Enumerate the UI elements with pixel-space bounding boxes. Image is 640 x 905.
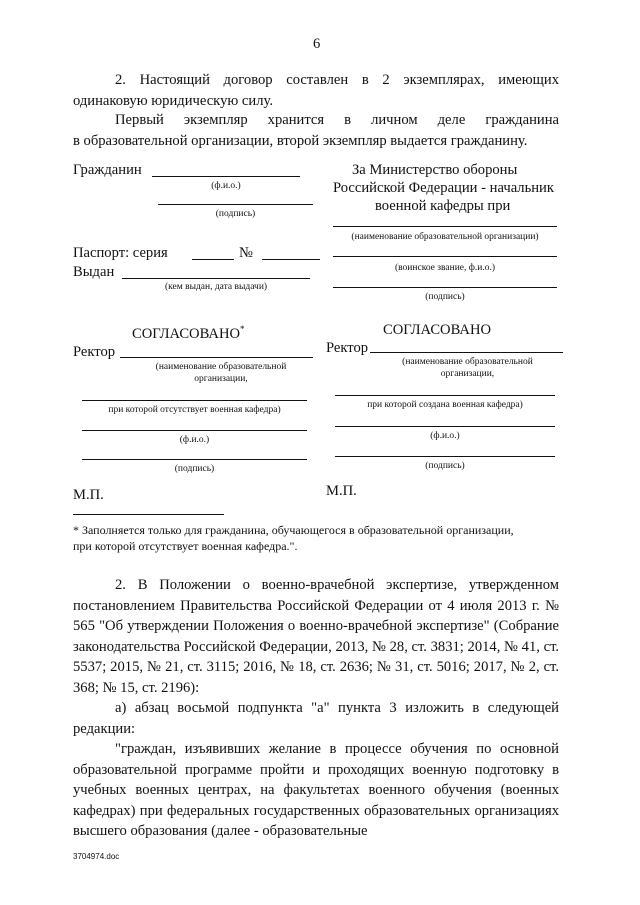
- right-signature-caption: (подпись): [425, 461, 465, 471]
- ministry-line-2: Российской Федерации - начальник: [333, 180, 554, 196]
- ministry-line-3: военной кафедры при: [375, 198, 511, 214]
- right-fio-line: [335, 426, 555, 427]
- ministry-signature-caption: (подпись): [425, 292, 465, 302]
- intro-paragraph-2: [73, 110, 559, 151]
- issued-label: Выдан: [73, 264, 115, 280]
- page-number: 6: [313, 36, 321, 52]
- passport-number-sign: №: [239, 245, 253, 261]
- footnote-mark: *: [240, 324, 245, 335]
- left-rector-line: [120, 357, 313, 358]
- ministry-line-1: За Министерство обороны: [352, 162, 518, 178]
- citizen-label: Гражданин: [73, 162, 142, 178]
- citizen-name-line: [152, 176, 300, 177]
- right-dept-caption: при которой создана военная кафедра): [367, 400, 523, 410]
- right-seal: М.П.: [326, 483, 357, 499]
- footnote-line-2: при которой отсутствует военная кафедра.".: [73, 539, 298, 553]
- citizen-signature-line: [158, 204, 313, 205]
- footnote-line-1: * Заполняется только для гражданина, обучающегося в образовательной организации,: [73, 523, 514, 537]
- body-paragraph-3: "граждан, изъявивших желание в процессе обучения по основной образовательной программе пройти и проходящих военную подготовку в учебных военных центрах, на факультетах военного обучения (военных кафедрах) при федеральных государственных образовательных организациях высшего образования (далее - образовательные: [73, 741, 559, 839]
- passport-number-line: [262, 259, 320, 260]
- left-seal: М.П.: [73, 487, 104, 503]
- right-agreed-title: СОГЛАСОВАНО: [383, 322, 492, 338]
- intro-paragraph-1: [73, 70, 559, 111]
- ministry-org-line: [333, 226, 557, 227]
- intro-line-2: одинаковую юридическую силу.: [73, 92, 273, 109]
- left-fio-caption: (ф.и.о.): [179, 435, 210, 445]
- issued-line: [122, 278, 310, 279]
- intro-line-4: в образовательной организации, второй экземпляр выдается гражданину.: [73, 132, 528, 149]
- ministry-signature-line: [333, 287, 557, 288]
- intro-line-1: 2. Настоящий договор составлен в 2 экземплярах, имеющих: [115, 72, 559, 88]
- left-fio-line: [82, 430, 307, 431]
- left-no-dept-caption: при которой отсутствует военная кафедра): [108, 405, 281, 415]
- right-org-caption: (наименование образовательной организации,: [402, 357, 533, 379]
- right-rector-label: Ректор: [326, 340, 369, 356]
- citizen-signature-caption: (подпись): [215, 209, 256, 219]
- ministry-org-caption: (наименование образовательной организации): [351, 232, 539, 242]
- body-paragraph-2: а) абзац восьмой подпункта "а" пункта 3 изложить в следующей редакции:: [73, 700, 559, 737]
- left-org-line: [82, 400, 307, 401]
- left-signature-line: [82, 459, 307, 460]
- left-rector-label: Ректор: [73, 344, 116, 360]
- passport-series-line: [192, 259, 234, 260]
- left-org-caption: (наименование образовательной организации,: [155, 362, 287, 384]
- left-agreed-title: [132, 324, 245, 344]
- left-signature-caption: (подпись): [174, 464, 215, 474]
- doc-code: 3704974.doc: [73, 852, 120, 861]
- right-signature-line: [335, 456, 555, 457]
- issued-caption: (кем выдан, дата выдачи): [164, 282, 268, 292]
- body-paragraph-1: 2. В Положении о военно-врачебной экспертизе, утвержденном постановлением Правительства Российской Федерации от 4 июля 2013 г. № 565 "Об утверждении Положения о военно-врачебной экспертизе" (Собрание законодательства Российской Федерации, 2013, № 28, ст. 3831; 2014, № 41, ст. 5537; 2015, № 21, ст. 3115; 2016, № 18, ст. 2636; № 31, ст. 5016; 2017, № 2, ст. 368; № 15, ст. 2196):: [73, 577, 559, 696]
- footnote-separator: [73, 514, 224, 515]
- right-fio-caption: (ф.и.о.): [430, 431, 460, 441]
- right-org-line: [335, 395, 555, 396]
- footnote: [73, 522, 559, 554]
- left-agreed-title-text: СОГЛАСОВАНО: [132, 326, 241, 342]
- ministry-rank-caption: (воинское звание, ф.и.о.): [394, 263, 496, 273]
- passport-label: Паспорт: серия: [73, 245, 168, 261]
- intro-line-3: Первый экземпляр хранится в личном деле гражданина: [115, 112, 559, 128]
- ministry-rank-line: [333, 256, 557, 257]
- citizen-fio-caption: (ф.и.о.): [211, 181, 241, 191]
- right-rector-line: [370, 352, 563, 353]
- body-text: [73, 575, 559, 842]
